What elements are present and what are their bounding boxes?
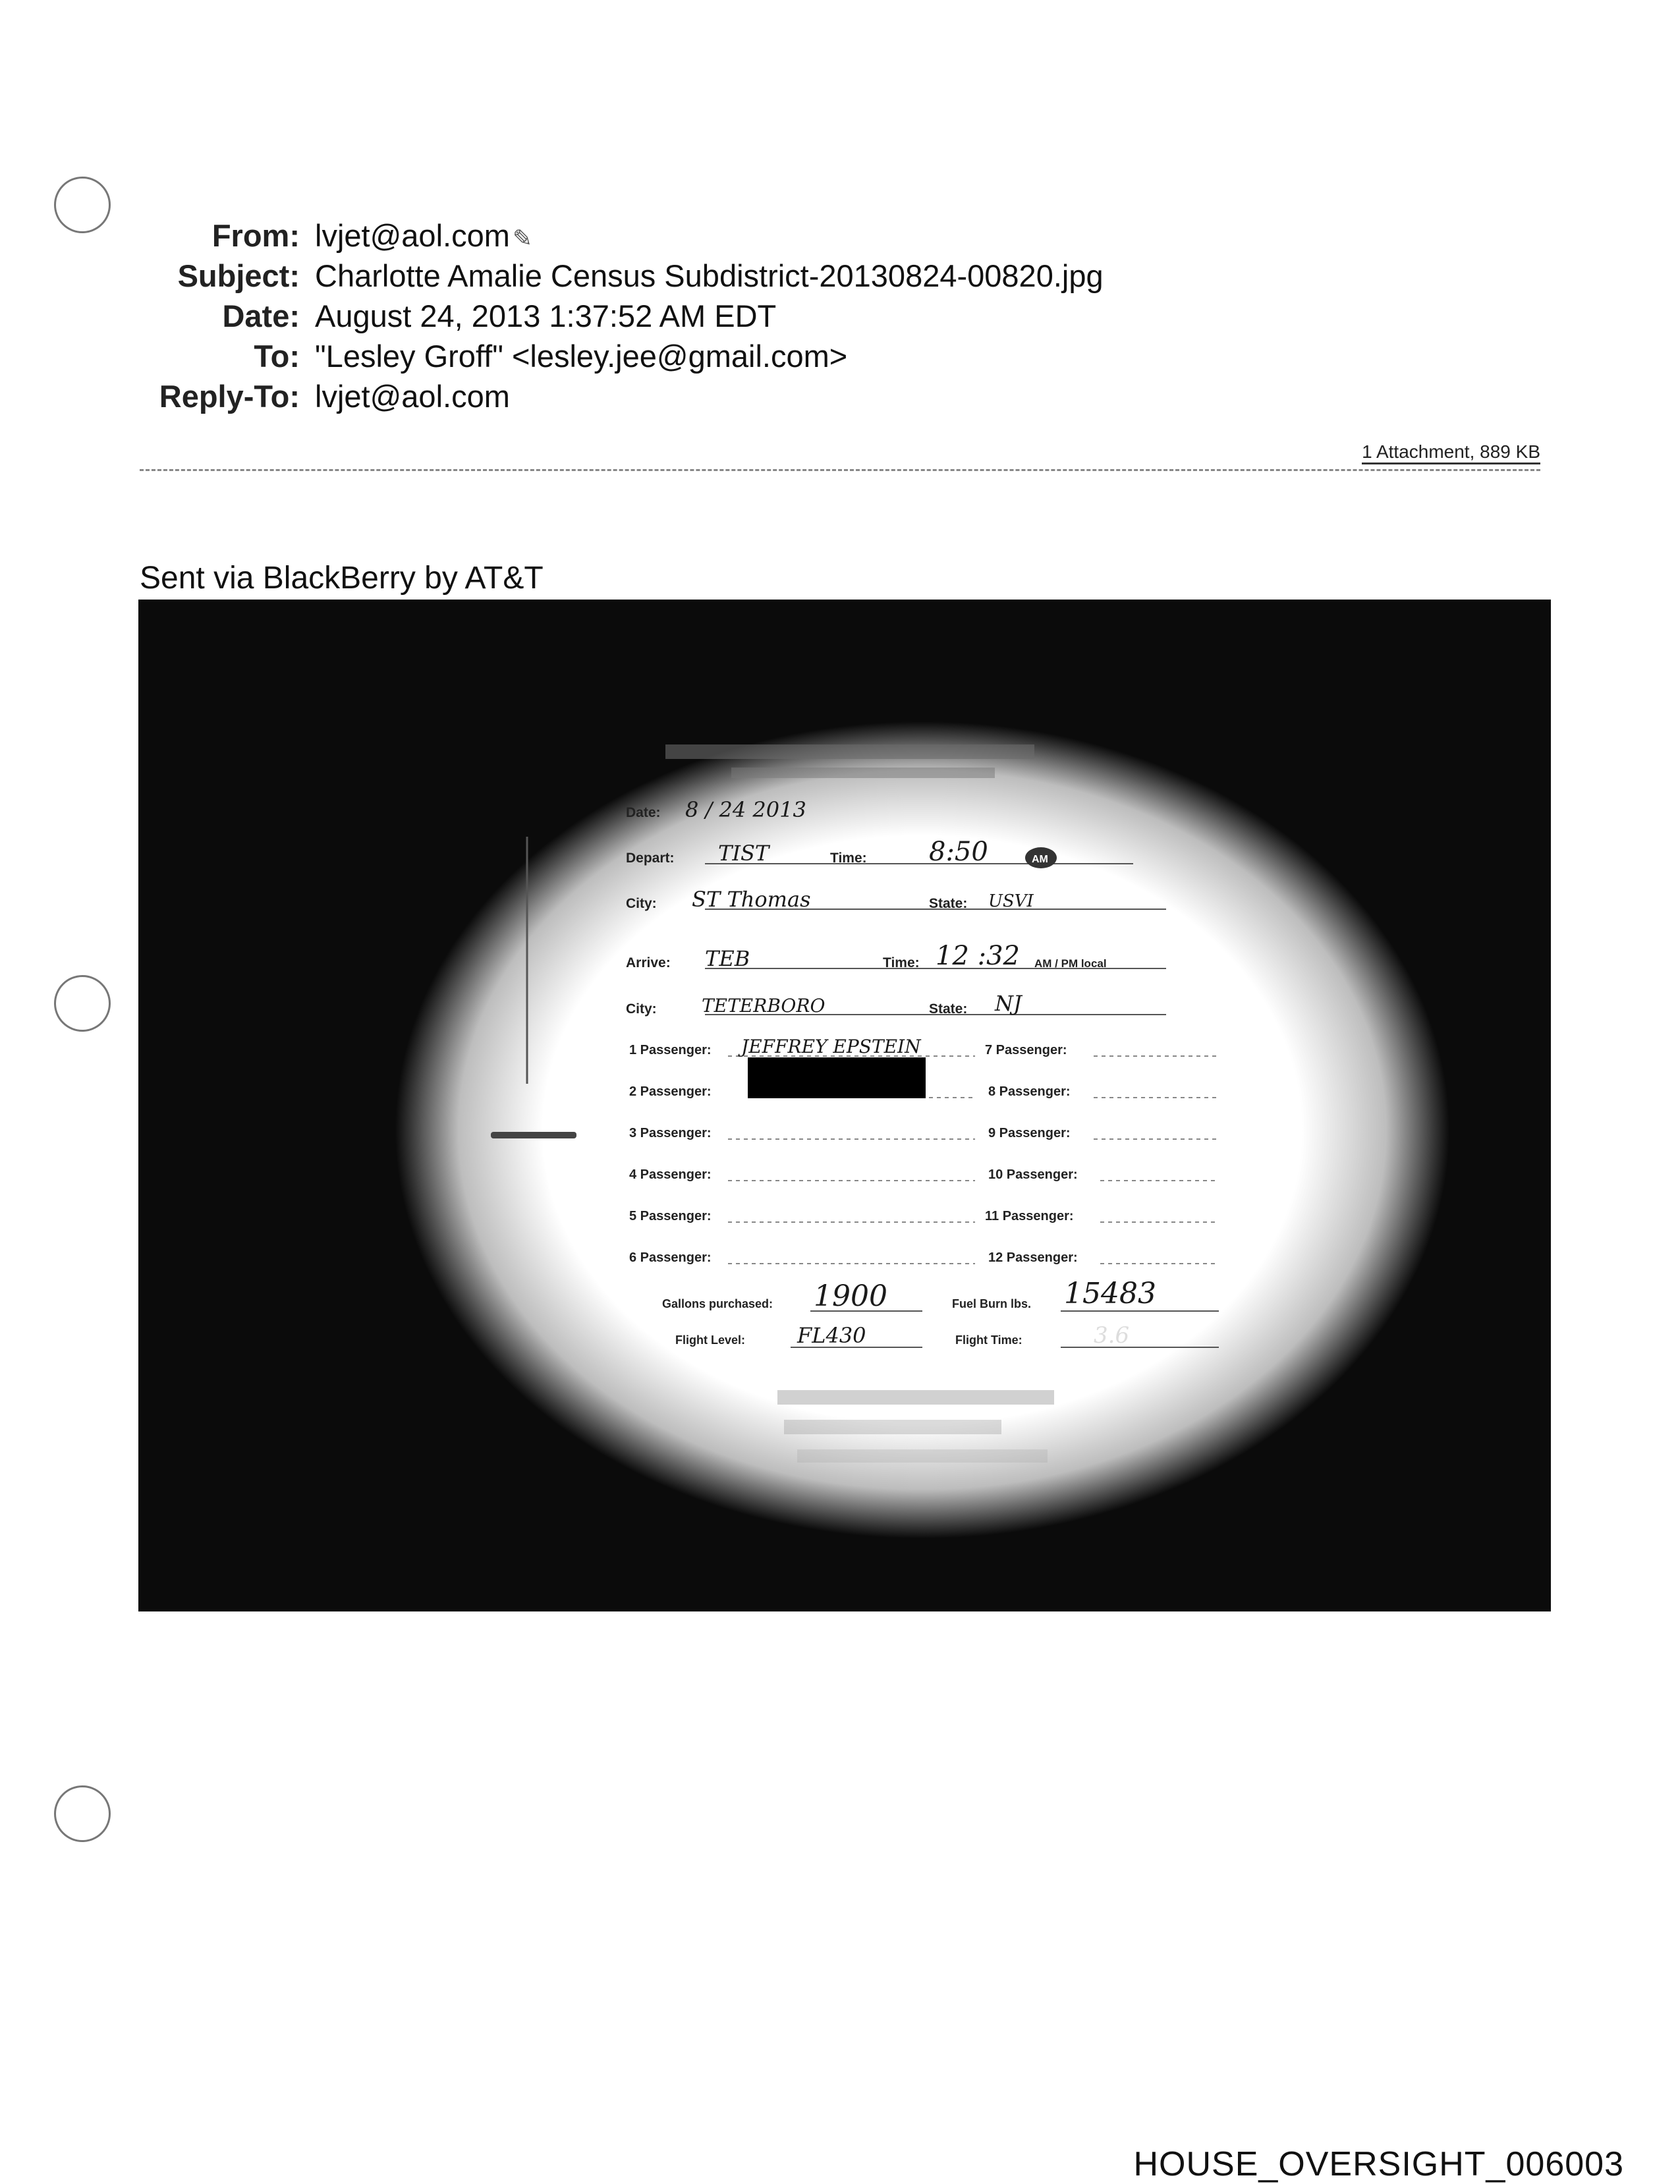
reply-to-value[interactable]: lvjet@aol.com bbox=[315, 379, 510, 414]
passenger-11-label: 11 Passenger: bbox=[985, 1209, 1074, 1223]
passenger-1-label: 1 Passenger: bbox=[629, 1043, 712, 1057]
date-value: 8 / 24 2013 bbox=[685, 797, 806, 822]
punch-hole-middle bbox=[54, 975, 111, 1032]
arrive-value: TEB bbox=[705, 946, 750, 971]
lit-area bbox=[395, 721, 1449, 1538]
arrive-city-value: TETERBORO bbox=[702, 995, 826, 1017]
arrive-label: Arrive: bbox=[626, 955, 671, 970]
date-label: Date: bbox=[626, 805, 661, 820]
to-label: To: bbox=[254, 339, 300, 374]
flight-time-label: Flight Time: bbox=[955, 1333, 1022, 1347]
bates-number: HOUSE_OVERSIGHT_006003 bbox=[1133, 2145, 1624, 2183]
subject-row bbox=[0, 258, 1186, 298]
depart-city-value: ST Thomas bbox=[692, 887, 811, 912]
arrive-time-value: 12 :32 bbox=[936, 941, 1020, 971]
date-value: August 24, 2013 1:37:52 AM EDT bbox=[315, 298, 777, 333]
arrive-time-label: Time: bbox=[883, 955, 920, 970]
arrive-state-value: NJ bbox=[995, 991, 1022, 1016]
passenger-6-label: 6 Passenger: bbox=[629, 1250, 712, 1265]
paperclip-icon: ✎ bbox=[512, 225, 533, 252]
depart-time-label: Time: bbox=[830, 851, 867, 866]
date-row bbox=[0, 298, 1186, 338]
from-label: From: bbox=[211, 218, 300, 253]
flight-time-value: 3.6 bbox=[1094, 1322, 1130, 1349]
passenger-2-label: 2 Passenger: bbox=[629, 1084, 712, 1099]
to-row bbox=[0, 338, 1186, 378]
to-value[interactable]: "Lesley Groff" <lesley.jee@gmail.com> bbox=[315, 339, 848, 374]
depart-time-value: 8:50 bbox=[929, 837, 988, 867]
fuel-burn-label: Fuel Burn lbs. bbox=[952, 1297, 1032, 1310]
redaction-box bbox=[748, 1057, 926, 1098]
date-label: Date: bbox=[222, 298, 300, 333]
flight-level-value: FL430 bbox=[797, 1323, 866, 1348]
email-header bbox=[0, 217, 1186, 418]
from-value[interactable]: lvjet@aol.com ✎ bbox=[315, 218, 533, 253]
passenger-8-label: 8 Passenger: bbox=[988, 1084, 1071, 1099]
passenger-1-value: JEFFREY EPSTEIN bbox=[741, 1036, 921, 1057]
passenger-10-label: 10 Passenger: bbox=[988, 1167, 1078, 1182]
depart-value: TIST bbox=[718, 841, 770, 866]
depart-label: Depart: bbox=[626, 851, 675, 866]
passenger-7-label: 7 Passenger: bbox=[985, 1043, 1067, 1057]
gallons-label: Gallons purchased: bbox=[662, 1297, 773, 1310]
from-row bbox=[0, 217, 1186, 258]
flight-log-photo bbox=[138, 600, 1551, 1611]
depart-city-label: City: bbox=[626, 896, 657, 911]
flight-level-label: Flight Level: bbox=[675, 1333, 746, 1347]
depart-am-pm: AM bbox=[1032, 854, 1048, 865]
subject-label: Subject: bbox=[177, 258, 300, 293]
header-divider bbox=[140, 469, 1540, 471]
attachment-note[interactable]: 1 Attachment, 889 KB bbox=[1362, 441, 1540, 464]
passenger-12-label: 12 Passenger: bbox=[988, 1250, 1078, 1265]
passenger-4-label: 4 Passenger: bbox=[629, 1167, 712, 1182]
passenger-3-label: 3 Passenger: bbox=[629, 1126, 712, 1140]
arrive-state-label: State: bbox=[929, 1001, 968, 1017]
reply-to-row bbox=[0, 378, 1186, 418]
punch-hole-bottom bbox=[54, 1785, 111, 1842]
passenger-5-label: 5 Passenger: bbox=[629, 1209, 712, 1223]
passenger-9-label: 9 Passenger: bbox=[988, 1126, 1071, 1140]
pen bbox=[491, 1132, 576, 1138]
arrive-am-pm: AM / PM local bbox=[1034, 957, 1107, 970]
subject-value: Charlotte Amalie Census Subdistrict-20130824-00820.jpg bbox=[315, 258, 1104, 293]
depart-state-label: State: bbox=[929, 896, 968, 911]
fuel-burn-value: 15483 bbox=[1064, 1277, 1156, 1310]
reply-to-label: Reply-To: bbox=[159, 379, 300, 414]
arrive-city-label: City: bbox=[626, 1001, 657, 1017]
gallons-value: 1900 bbox=[814, 1279, 887, 1313]
attached-photo bbox=[138, 600, 1551, 1611]
depart-state-value: USVI bbox=[988, 891, 1034, 911]
email-body-text: Sent via BlackBerry by AT&T bbox=[140, 561, 544, 596]
